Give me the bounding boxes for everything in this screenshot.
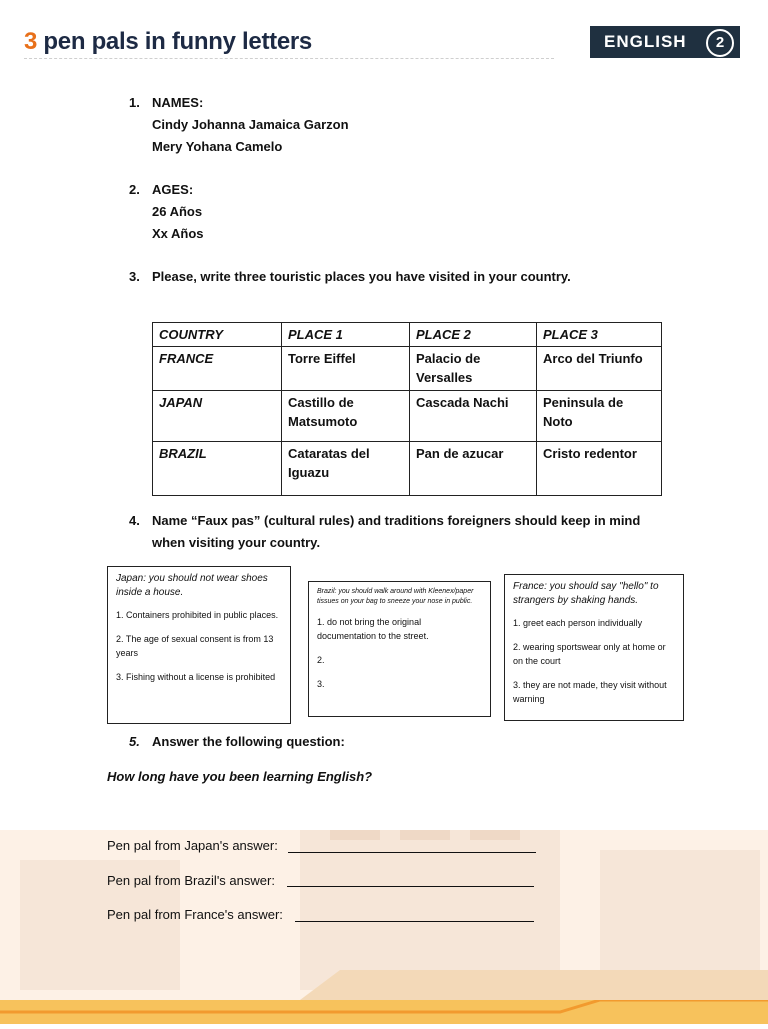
brazil-box [308,581,491,717]
q5-number: 5. [129,734,140,749]
france-box [504,574,684,721]
q1-number: 1. [129,95,140,110]
q4-label-line-1: Name “Faux pas” (cultural rules) and traditions foreigners should keep in mind [152,513,641,528]
france-intro: France: you should say "hello" to strangers by shaking hands. [513,581,659,606]
q2-age-1: 26 Años [152,204,203,219]
answer-line-japan[interactable] [288,852,536,853]
cell-place-2: Palacio de Versalles [410,347,537,391]
title-text: pen pals in funny letters [37,28,312,55]
header-place-3: PLACE 3 [537,323,662,347]
q1-name-1: Cindy Johanna Jamaica Garzon [152,117,349,132]
header-country: COUNTRY [153,323,282,347]
badge-number: 2 [706,29,734,57]
cell-country: BRAZIL [153,442,282,496]
q3-number: 3. [129,269,140,284]
footer-bar [0,1000,768,1024]
cell-place-1: Cataratas del Iguazu [282,442,410,496]
cell-place-3: Peninsula de Noto [537,391,662,442]
japan-item-2: 2. The age of sexual consent is from 13 years [116,634,274,658]
answer-label-japan: Pen pal from Japan's answer: [107,838,278,853]
page-title [24,28,312,56]
question-text: How long have you been learning English? [107,769,373,784]
france-item-1: 1. greet each person individually [513,618,643,628]
cell-place-3: Cristo redentor [537,442,662,496]
cell-place-3: Arco del Triunfo [537,347,662,391]
france-item-3: 3. they are not made, they visit without warning [513,680,667,704]
course-badge [590,26,740,58]
table-row [153,347,662,391]
q2-age-2: Xx Años [152,226,204,241]
cell-country: FRANCE [153,347,282,391]
answer-line-france[interactable] [295,921,534,922]
brazil-item-1: 1. do not bring the original documentation to the street. [317,617,429,641]
japan-item-3: 3. Fishing without a license is prohibited [116,672,276,682]
answer-label-brazil: Pen pal from Brazil's answer: [107,873,275,888]
q4-number: 4. [129,513,140,528]
header-place-2: PLACE 2 [410,323,537,347]
table-header-row [153,323,662,347]
cell-place-2: Cascada Nachi [410,391,537,442]
brazil-intro: Brazil: you should walk around with Kleenex/paper tissues on your bag to sneeze your nose in public. [317,588,474,605]
q3-label: Please, write three touristic places you have visited in your country. [152,269,571,284]
header-divider [24,58,554,59]
background-illustration [0,830,768,1024]
japan-intro: Japan: you should not wear shoes inside a house. [116,573,268,598]
answer-line-brazil[interactable] [287,886,534,887]
table-row [153,442,662,496]
cell-place-2: Pan de azucar [410,442,537,496]
cell-place-1: Torre Eiffel [282,347,410,391]
header-place-1: PLACE 1 [282,323,410,347]
france-item-2: 2. wearing sportswear only at home or on the court [513,642,666,666]
brazil-item-2: 2. [317,655,325,665]
badge-label: ENGLISH [604,32,687,51]
japan-item-1: 1. Containers prohibited in public places. [116,610,279,620]
title-number: 3 [24,28,38,55]
cell-country: JAPAN [153,391,282,442]
q4-label-line-2: when visiting your country. [152,535,321,550]
q2-label: AGES: [152,182,194,197]
q5-label: Answer the following question: [152,734,345,749]
places-table [152,322,662,496]
cell-place-1: Castillo de Matsumoto [282,391,410,442]
buildings-illustration [0,830,768,1024]
answer-label-france: Pen pal from France's answer: [107,907,283,922]
table-row [153,391,662,442]
q1-label: NAMES: [152,95,204,110]
q1-name-2: Mery Yohana Camelo [152,139,283,154]
brazil-item-3: 3. [317,679,325,689]
japan-box [107,566,291,724]
q2-number: 2. [129,182,140,197]
